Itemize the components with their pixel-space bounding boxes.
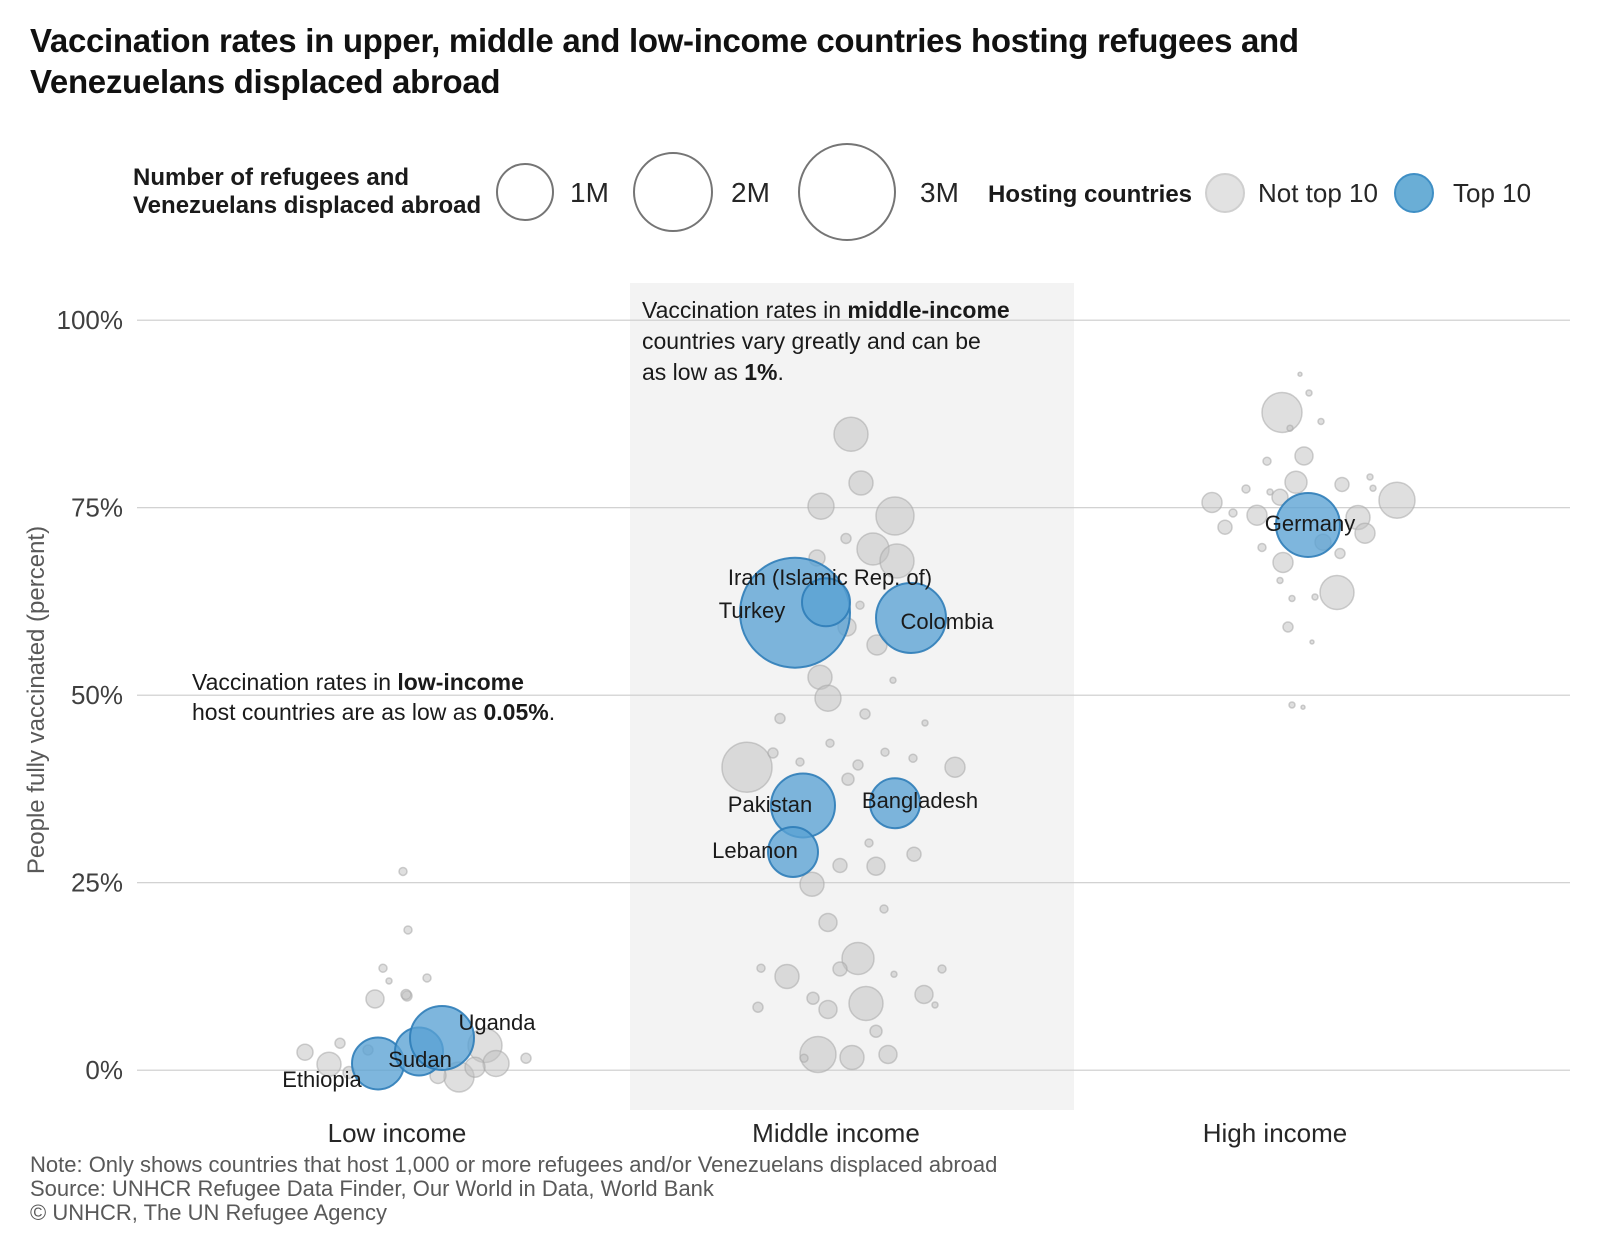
- background-bubble: [1370, 485, 1376, 491]
- legend-label-not-top10: Not top 10: [1258, 178, 1378, 208]
- background-bubble: [1202, 492, 1222, 512]
- y-tick-label-100: 100%: [56, 305, 123, 336]
- background-bubble: [1301, 705, 1305, 709]
- background-bubble: [722, 742, 772, 792]
- background-bubble: [938, 965, 946, 973]
- background-bubble: [865, 839, 873, 847]
- background-bubble: [819, 1000, 837, 1018]
- background-bubble: [775, 713, 785, 723]
- background-bubble: [1218, 520, 1232, 534]
- background-bubble: [1310, 640, 1314, 644]
- background-bubble: [1277, 577, 1283, 583]
- background-bubble: [386, 978, 392, 984]
- y-tick-label-50: 50%: [70, 680, 123, 711]
- legend-size-label-2m: 2M: [731, 177, 770, 208]
- legend-hosting-title: Hosting countries: [988, 181, 1193, 208]
- background-bubble: [335, 1038, 345, 1048]
- background-bubble: [833, 858, 847, 872]
- background-bubble: [849, 471, 873, 495]
- background-bubble: [401, 989, 411, 999]
- x-axis-label-middle-income: Middle income: [752, 1118, 920, 1148]
- background-bubble: [945, 757, 965, 777]
- middle-income-band: [630, 283, 1074, 1110]
- background-bubble: [856, 601, 864, 609]
- bubble-label-iran-islamic-rep-of: Iran (Islamic Rep. of): [727, 565, 933, 590]
- background-bubble: [1379, 482, 1415, 518]
- legend-size-circle-1m: [497, 164, 553, 220]
- background-bubble: [909, 754, 917, 762]
- background-bubble: [881, 748, 889, 756]
- background-bubble: [1262, 392, 1302, 432]
- y-tick-label-0: 0%: [85, 1055, 123, 1086]
- background-bubble: [867, 857, 885, 875]
- background-bubble: [399, 867, 407, 875]
- background-bubble: [1285, 471, 1307, 493]
- background-bubble: [366, 990, 384, 1008]
- legend-dot-not-top10-icon: [1206, 174, 1244, 212]
- x-axis-label-high-income: High income: [1202, 1118, 1348, 1148]
- background-bubble: [1367, 474, 1373, 480]
- x-axis-label-low-income: Low income: [327, 1118, 467, 1148]
- background-bubble: [907, 847, 921, 861]
- background-bubble: [483, 1050, 509, 1076]
- background-bubble: [297, 1044, 313, 1060]
- bubble-label-germany: Germany: [1264, 511, 1356, 536]
- bubble-label-lebanon: Lebanon: [712, 838, 798, 863]
- background-bubble: [379, 964, 387, 972]
- bubble-label-colombia: Colombia: [900, 609, 994, 634]
- annotation-middle-income-line-2: countries vary greatly and can be: [642, 328, 981, 354]
- background-bubble: [1306, 390, 1312, 396]
- bubble-label-turkey: Turkey: [718, 598, 786, 623]
- background-bubble: [1242, 485, 1250, 493]
- background-bubble: [833, 962, 847, 976]
- background-bubble: [841, 533, 851, 543]
- background-bubble: [1355, 523, 1375, 543]
- background-bubble: [757, 964, 765, 972]
- bubble-label-pakistan: Pakistan: [727, 792, 813, 817]
- background-bubble: [932, 1002, 938, 1008]
- footer-copyright: © UNHCR, The UN Refugee Agency: [30, 1200, 387, 1225]
- legend-size-title-line-1: Number of refugees and: [133, 164, 410, 191]
- background-bubble: [1318, 418, 1324, 424]
- y-tick-label-75: 75%: [70, 492, 123, 523]
- annotation-middle-income-line-1: Vaccination rates in middle-income: [642, 297, 1010, 323]
- legend-size-label-1m: 1M: [570, 177, 609, 208]
- bubble-label-uganda: Uganda: [458, 1010, 536, 1035]
- background-bubble: [815, 685, 841, 711]
- background-bubble: [1258, 543, 1266, 551]
- footer-note: Note: Only shows countries that host 1,000 or more refugees and/or Venezuelans displaced abroad: [30, 1152, 998, 1177]
- background-bubble: [879, 1045, 897, 1063]
- bubble-label-bangladesh: Bangladesh: [861, 788, 979, 813]
- background-bubble: [465, 1057, 485, 1077]
- background-bubble: [521, 1053, 531, 1063]
- legend-size-title-line-2: Venezuelans displaced abroad: [133, 192, 482, 219]
- background-bubble: [842, 773, 854, 785]
- footer-source: Source: UNHCR Refugee Data Finder, Our World in Data, World Bank: [30, 1176, 714, 1201]
- background-bubble: [853, 760, 863, 770]
- background-bubble: [876, 497, 914, 535]
- background-bubble: [423, 974, 431, 982]
- chart-title: Vaccination rates in upper, middle and low-income countries hosting refugees and Venezuelans displaced abroad: [30, 22, 1299, 100]
- background-bubble: [860, 709, 870, 719]
- background-bubble: [1335, 477, 1349, 491]
- background-bubble: [1283, 622, 1293, 632]
- background-bubble: [1335, 548, 1345, 558]
- background-bubble: [922, 720, 928, 726]
- bubble-label-sudan: Sudan: [388, 1047, 452, 1072]
- legend-size-circle-2m: [634, 153, 712, 231]
- background-bubble: [870, 1025, 882, 1037]
- background-bubble: [807, 992, 819, 1004]
- background-bubble: [1289, 595, 1295, 601]
- background-bubble: [890, 677, 896, 683]
- background-bubble: [915, 985, 933, 1003]
- y-tick-label-25: 25%: [70, 867, 123, 898]
- annotation-low-income-line-2: host countries are as low as 0.05%.: [192, 699, 556, 725]
- legend-size-circle-3m: [799, 144, 895, 240]
- background-bubble: [891, 971, 897, 977]
- bubble-label-ethiopia: Ethiopia: [282, 1067, 362, 1092]
- legend-size-label-3m: 3M: [920, 177, 959, 208]
- background-bubble: [840, 1045, 864, 1069]
- background-bubble: [849, 986, 883, 1020]
- background-bubble: [834, 417, 868, 451]
- legend-dot-top10-icon: [1395, 174, 1433, 212]
- background-bubble: [1298, 372, 1302, 376]
- background-bubble: [1320, 575, 1354, 609]
- background-bubble: [1273, 552, 1293, 572]
- background-bubble: [404, 926, 412, 934]
- background-bubble: [1229, 509, 1237, 517]
- background-bubble: [800, 1054, 808, 1062]
- background-bubble: [826, 739, 834, 747]
- background-bubble: [800, 872, 824, 896]
- background-bubble: [753, 1002, 763, 1012]
- legend-label-top10: Top 10: [1453, 178, 1532, 208]
- background-bubble: [1263, 457, 1271, 465]
- background-bubble: [819, 913, 837, 931]
- background-bubble: [1289, 702, 1295, 708]
- background-bubble: [768, 748, 778, 758]
- background-bubble: [880, 905, 888, 913]
- annotation-middle-income-line-3: as low as 1%.: [642, 359, 784, 385]
- background-bubble: [1295, 447, 1313, 465]
- background-bubble: [775, 964, 799, 988]
- background-bubble: [796, 758, 804, 766]
- annotation-low-income-line-1: Vaccination rates in low-income: [192, 669, 524, 695]
- background-bubble: [1287, 425, 1293, 431]
- y-axis-title: People fully vaccinated (percent): [23, 525, 50, 875]
- background-bubble: [1312, 594, 1318, 600]
- background-bubble: [808, 493, 834, 519]
